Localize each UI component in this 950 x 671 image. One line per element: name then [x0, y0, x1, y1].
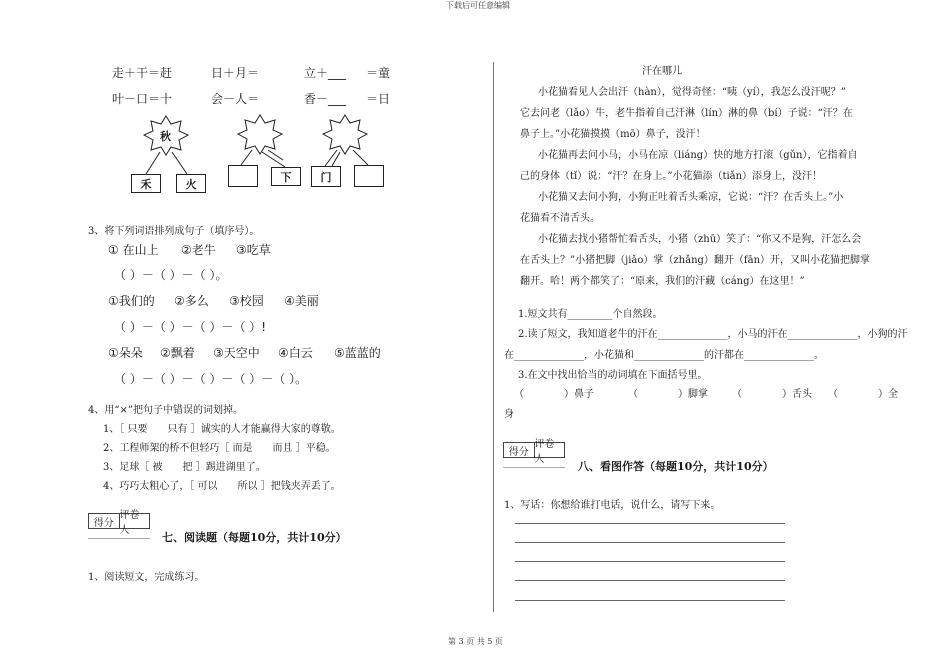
box-he — [131, 174, 161, 193]
q3-g3-2: ②飘着 — [160, 346, 195, 360]
sec7-title: 七、阅读题（每题10分，共计10分） — [162, 531, 347, 544]
passage-line-6: 小花猫又去问小狗，小狗正吐着舌头乘凉，它说：“汗？在舌头上。”小 — [538, 192, 844, 203]
char-eq-1-3: 立＋___ — [304, 66, 347, 80]
box-empty-2 — [354, 165, 384, 187]
q3-g1-1: ① 在山上 — [108, 243, 159, 257]
sec8-q1: 1、写话：你想给谁打电话，说什么，请写下来。 — [504, 500, 721, 511]
q3-g1-3: ③吃草 — [236, 243, 271, 257]
q4-line-1: 1、［ 只要 只有 ］诚实的人才能赢得大家的尊敬。 — [103, 424, 341, 435]
char-eq-1-2: 日＋月＝ — [211, 66, 260, 80]
score-label: 得分 — [89, 514, 120, 528]
q3-g3-1: ①朵朵 — [108, 346, 143, 360]
q3-g1-2: ②老牛 — [181, 243, 216, 257]
score-box-sec8-underline — [503, 467, 565, 468]
exercise-3: 3.在文中找出恰当的动词填在下面括号里。 — [518, 370, 708, 381]
box-xia-label: 下 — [280, 170, 292, 184]
passage-line-5: 己的身体（tǐ）说：“汗？在身上。”小花猫添（tiǎn）添身上，没汗！ — [520, 171, 823, 182]
exercise-3-blank-3: （ ）舌头 — [732, 389, 812, 400]
passage-line-3: 鼻子上。”小花猫摸摸（mō）鼻子，没汗！ — [520, 129, 706, 140]
writing-line-2[interactable] — [515, 542, 785, 543]
q3-title: 3、将下列词语排列成句子（填序号）。 — [88, 226, 260, 237]
passage-line-8: 小花猫去找小猪帮忙看舌头，小猪（zhū）笑了：“你又不是狗，汗怎么会 — [538, 234, 862, 245]
box-he-label: 禾 — [140, 177, 152, 191]
exercise-1: 1.短文共有_________个自然段。 — [518, 309, 663, 320]
exercise-3-tail: 身 — [504, 409, 514, 420]
char-eq-2-1: 叶－口＝十 — [112, 92, 173, 106]
q3-g2-1: ①我们的 — [108, 294, 155, 308]
passage-line-9: 在舌头上？”小猪把脚（jiǎo）掌（zhǎng）翻开（fān）开，又叫小花猫把脚掌 — [520, 255, 871, 266]
star-shape-3 — [323, 115, 367, 154]
q3-answer-2: （ ）－（ ）－（ ）－（ ）! — [114, 320, 267, 334]
char-eq-1-1: 走＋干＝赶 — [112, 66, 173, 80]
char-eq-2-4: ＝日 — [366, 92, 391, 106]
q3-g3-3: ③天空中 — [213, 346, 260, 360]
exercise-3-blank-2: （ ）脚掌 — [628, 389, 708, 400]
writing-line-4[interactable] — [515, 580, 785, 581]
grader-label: 评卷人 — [534, 439, 555, 465]
exercise-3-blank-1: （ ）鼻子 — [514, 389, 594, 400]
q3-answer-1: （ ）－（ ）－（ ）。 — [114, 268, 228, 282]
score-box-sec7 — [88, 510, 150, 536]
q3-g2-2: ②多么 — [174, 294, 209, 308]
box-empty-1 — [228, 165, 258, 187]
sec8-title: 八、看图作答（每题10分，共计10分） — [578, 460, 774, 473]
passage-line-2: 它去问老（lǎo）牛，老牛指着自己汗淋（lín）淋的鼻（bí）子说：“汗？在 — [520, 108, 853, 119]
writing-line-1[interactable] — [515, 523, 785, 524]
passage-line-7: 花猫看不清舌头。 — [520, 213, 600, 224]
page-footer: 第 3 页 共 5 页 — [448, 637, 503, 646]
header-note: 下载后可任意编辑 — [446, 1, 510, 10]
q4-line-4: 4、巧巧太粗心了，［ 可以 所以 ］把钱夹弄丢了。 — [103, 481, 341, 492]
passage-line-4: 小花猫再去问小马，小马在凉（liáng）快的地方打滚（gǔn），它指着自 — [538, 150, 858, 161]
score-box-sec7-underline — [88, 538, 150, 539]
char-eq-1-4: ＝童 — [366, 66, 391, 80]
star-shape-2 — [238, 115, 282, 154]
passage-line-1: 小花猫看见人会出汗（hàn），觉得奇怪：“咦（yí），我怎么没汗呢？” — [538, 87, 846, 98]
exercise-2a: 2.读了短文，我知道老牛的汗在______________，小马的汗在______________，小狗的汗 — [518, 329, 908, 340]
passage-title: 汗在哪儿 — [642, 66, 682, 77]
score-label: 得分 — [504, 443, 535, 457]
char-eq-2-3: 香－___ — [304, 92, 347, 106]
box-men-label: 门 — [320, 170, 332, 184]
box-xia — [271, 167, 301, 186]
q3-g3-4: ④白云 — [278, 346, 313, 360]
sec7-q1: 1、阅读短文，完成练习。 — [88, 572, 205, 583]
exercise-2b: 在______________，小花猫和______________的汗都在______________。 — [504, 350, 824, 361]
star-char-qiu: 秋 — [160, 130, 171, 143]
exercise-3-blank-4: （ ）全 — [828, 389, 898, 400]
q4-line-3: 3、足球［ 被 把 ］踢进湖里了。 — [103, 462, 266, 473]
box-men — [311, 166, 341, 187]
q3-g2-4: ④美丽 — [284, 294, 319, 308]
q3-answer-3: （ ）－（ ）－（ ）－（ ）－（ ）。 — [114, 372, 308, 386]
score-box-sec8 — [503, 439, 565, 465]
q3-g2-3: ③校园 — [229, 294, 264, 308]
char-eq-2-2: 会－人＝ — [211, 92, 260, 106]
writing-line-3[interactable] — [515, 561, 785, 562]
q3-g3-5: ⑤蓝蓝的 — [334, 346, 381, 360]
grader-label: 评卷人 — [119, 510, 140, 536]
box-huo — [176, 174, 206, 193]
q4-title: 4、用“×”把句子中错误的词划掉。 — [88, 405, 243, 416]
box-huo-label: 火 — [185, 177, 197, 191]
passage-line-10: 翻开。哈！两个都笑了：“原来，我们的汗藏（cáng）在这里！” — [520, 276, 805, 287]
writing-line-5[interactable] — [515, 600, 785, 601]
q4-line-2: 2、工程师架的桥不但轻巧［ 而是 而且 ］平稳。 — [103, 443, 336, 454]
